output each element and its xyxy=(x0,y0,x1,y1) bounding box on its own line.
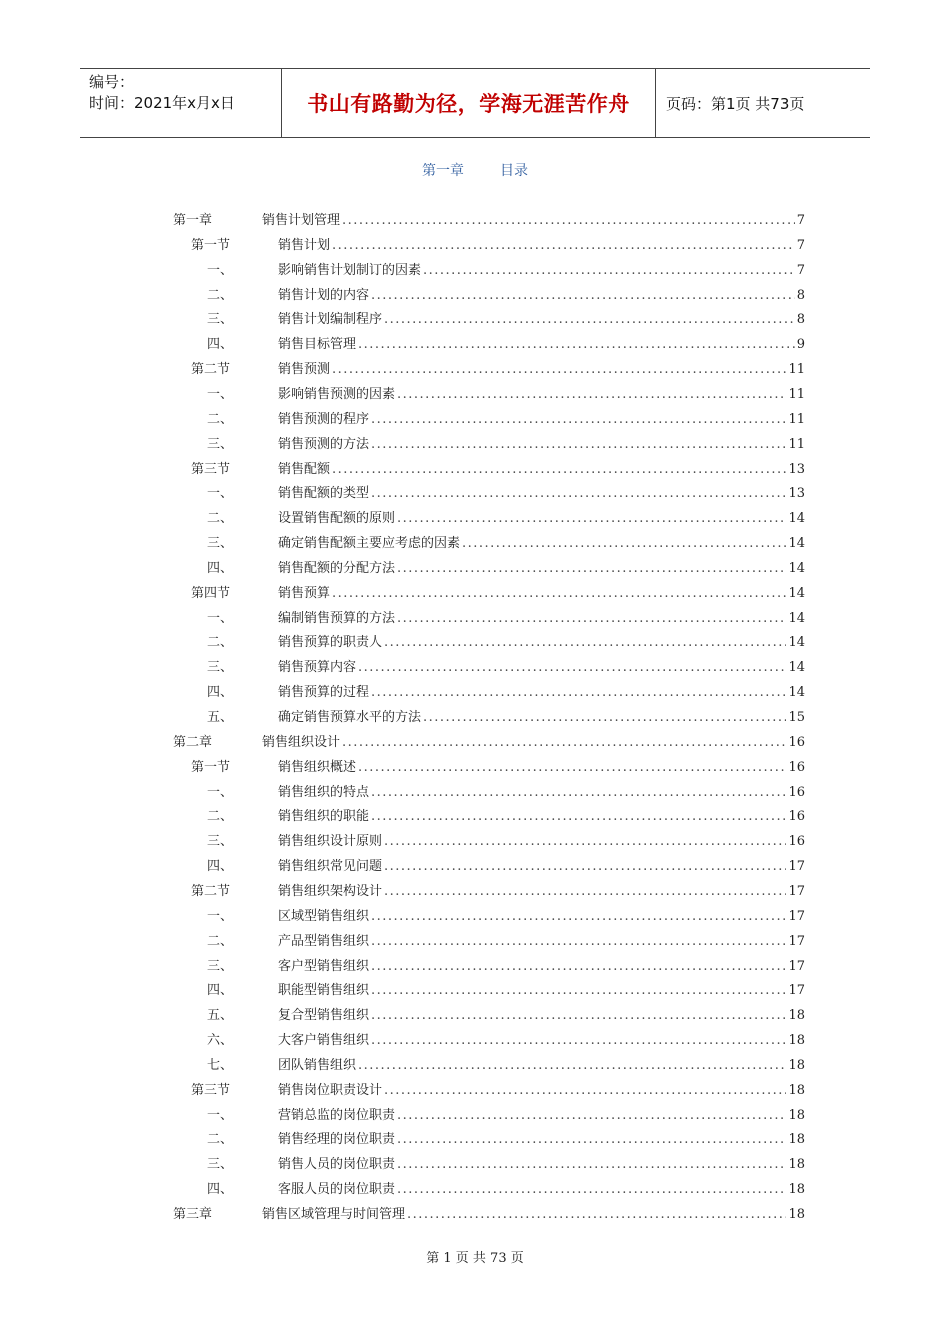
toc-entry-number: 四、 xyxy=(207,560,234,576)
toc-entry[interactable] xyxy=(207,632,805,654)
toc-entry-title: 销售预测 xyxy=(278,362,331,378)
toc-entry-title: 销售岗位职责设计 xyxy=(278,1082,383,1098)
toc-entry-number: 第四节 xyxy=(191,585,231,601)
toc-entry-title: 团队销售组织 xyxy=(278,1057,357,1073)
toc-entry-number: 一、 xyxy=(207,908,234,924)
toc-dot-leader xyxy=(384,1080,786,1102)
toc-dot-leader xyxy=(332,359,786,381)
toc-entry-number: 三、 xyxy=(207,312,234,328)
toc-entry[interactable] xyxy=(191,235,805,257)
toc-entry[interactable] xyxy=(207,508,805,530)
toc-entry-number: 第二章 xyxy=(173,734,213,750)
toc-entry[interactable] xyxy=(207,409,805,431)
toc-entry-page: 18 xyxy=(788,1057,805,1073)
toc-entry-page: 18 xyxy=(788,1157,805,1173)
toc-entry[interactable] xyxy=(191,583,805,605)
toc-dot-leader xyxy=(371,1005,786,1027)
toc-entry[interactable] xyxy=(173,732,805,754)
toc-entry[interactable] xyxy=(191,881,805,903)
toc-entry-title: 销售人员的岗位职责 xyxy=(278,1157,396,1173)
toc-entry-number: 一、 xyxy=(207,784,234,800)
toc-entry-page: 11 xyxy=(788,436,805,452)
toc-entry[interactable] xyxy=(207,657,805,679)
toc-dot-leader xyxy=(371,906,786,928)
toc-entry-number: 第一章 xyxy=(173,213,213,228)
toc-dot-leader xyxy=(423,260,795,282)
toc-entry-title: 设置销售配额的原则 xyxy=(278,511,396,527)
toc-entry-page: 18 xyxy=(788,1033,805,1049)
toc-entry[interactable] xyxy=(191,757,805,779)
toc-entry-number: 一、 xyxy=(207,1107,234,1123)
header-motto: 书山有路勤为径，学海无涯苦作舟 xyxy=(307,92,630,116)
toc-entry-title: 客户型销售组织 xyxy=(278,958,370,974)
toc-entry-page: 16 xyxy=(788,834,805,850)
toc-entry-page: 17 xyxy=(788,933,805,949)
toc-dot-leader xyxy=(384,881,786,903)
toc-heading xyxy=(0,160,950,180)
page-header xyxy=(80,68,870,138)
toc-dot-leader xyxy=(371,409,786,431)
toc-entry[interactable] xyxy=(207,682,805,704)
toc-dot-leader xyxy=(332,459,786,481)
toc-entry-number: 一、 xyxy=(207,386,234,402)
toc-entry-title: 销售组织常见问题 xyxy=(278,859,383,875)
toc-entry-page: 18 xyxy=(788,1107,805,1123)
toc-entry-number: 二、 xyxy=(207,635,234,651)
toc-entry-page: 18 xyxy=(788,1008,805,1024)
toc-entry[interactable] xyxy=(207,285,805,307)
toc-entry-title: 销售计划的内容 xyxy=(278,287,370,303)
toc-entry-page: 13 xyxy=(788,461,805,477)
toc-entry-title: 销售预算内容 xyxy=(278,660,357,676)
toc-entry-number: 六、 xyxy=(207,1033,234,1049)
page-footer: 第 1 页 共 73 页 xyxy=(426,1251,524,1266)
toc-entry-title: 编制销售预算的方法 xyxy=(278,610,396,626)
toc-dot-leader xyxy=(371,483,786,505)
toc-entry-title: 销售配额的分配方法 xyxy=(278,560,396,576)
toc-dot-leader xyxy=(371,1030,786,1052)
document-time-label: 时间：2021年x月x日 xyxy=(89,94,235,112)
toc-entry[interactable] xyxy=(173,1204,805,1226)
toc-dot-leader xyxy=(397,1179,786,1201)
toc-dot-leader xyxy=(397,508,786,530)
toc-entry-title: 销售组织的职能 xyxy=(278,809,370,825)
toc-entry-title: 销售区域管理与时间管理 xyxy=(262,1207,406,1222)
toc-dot-leader xyxy=(384,632,786,654)
toc-entry-title: 销售预算的职责人 xyxy=(278,635,383,651)
toc-heading-label: 目录 xyxy=(500,163,528,179)
toc-dot-leader xyxy=(462,533,786,555)
toc-entry-page: 8 xyxy=(796,287,805,303)
toc-entry-number: 二、 xyxy=(207,287,234,303)
toc-entry-number: 第一节 xyxy=(191,237,231,253)
toc-entry-page: 14 xyxy=(788,511,805,527)
toc-entry-page: 14 xyxy=(788,560,805,576)
toc-entry-title: 客服人员的岗位职责 xyxy=(278,1182,396,1198)
toc-entry-title: 销售配额的类型 xyxy=(278,486,370,502)
toc-entry-title: 销售组织概述 xyxy=(278,759,357,775)
toc-dot-leader xyxy=(384,831,786,853)
toc-entry-page: 16 xyxy=(788,734,805,750)
toc-entry-page: 13 xyxy=(788,486,805,502)
toc-entry-number: 五、 xyxy=(207,710,234,725)
toc-entry-page: 17 xyxy=(788,908,805,924)
toc-dot-leader xyxy=(397,1105,786,1127)
header-motto-cell xyxy=(282,69,656,137)
toc-entry-page: 18 xyxy=(788,1182,805,1198)
toc-heading-chapter: 第一章 xyxy=(422,163,464,179)
toc-dot-leader xyxy=(407,1204,786,1226)
toc-entry-title: 销售组织的特点 xyxy=(278,784,370,800)
toc-entry[interactable] xyxy=(207,707,805,729)
toc-entry-page: 14 xyxy=(788,610,805,626)
toc-entry-page: 17 xyxy=(788,859,805,875)
toc-entry-page: 14 xyxy=(788,685,805,701)
toc-dot-leader xyxy=(332,235,795,257)
toc-entry[interactable] xyxy=(207,483,805,505)
toc-entry-number: 第二节 xyxy=(191,883,231,899)
toc-dot-leader xyxy=(371,956,786,978)
toc-entry-number: 四、 xyxy=(207,1182,234,1198)
toc-entry-number: 二、 xyxy=(207,1132,234,1148)
toc-dot-leader xyxy=(371,434,786,456)
toc-entry[interactable] xyxy=(207,1105,805,1127)
toc-entry-number: 第二节 xyxy=(191,362,231,378)
toc-entry[interactable] xyxy=(207,906,805,928)
toc-entry-title: 销售计划 xyxy=(278,237,331,253)
toc-entry[interactable] xyxy=(207,1179,805,1201)
toc-entry[interactable] xyxy=(207,1055,805,1077)
toc-entry-title: 销售组织架构设计 xyxy=(278,883,383,899)
toc-entry-number: 三、 xyxy=(207,834,234,850)
toc-entry-number: 四、 xyxy=(207,337,234,353)
toc-entry[interactable] xyxy=(207,856,805,878)
toc-entry-page: 14 xyxy=(788,660,805,676)
toc-entry[interactable] xyxy=(207,782,805,804)
toc-entry-page: 16 xyxy=(788,759,805,775)
toc-entry-title: 确定销售预算水平的方法 xyxy=(278,710,422,725)
toc-entry[interactable] xyxy=(207,806,805,828)
toc-entry-title: 销售组织设计 xyxy=(262,734,341,750)
toc-entry[interactable] xyxy=(207,558,805,580)
toc-entry[interactable] xyxy=(207,931,805,953)
toc-dot-leader xyxy=(397,608,786,630)
header-page-info: 页码：第1页 共73页 xyxy=(666,94,805,113)
toc-entry[interactable] xyxy=(207,384,805,406)
toc-entry-number: 二、 xyxy=(207,511,234,527)
toc-entry[interactable] xyxy=(191,359,805,381)
toc-entry-number: 二、 xyxy=(207,411,234,427)
toc-entry-number: 一、 xyxy=(207,486,234,502)
toc-entry-page: 14 xyxy=(788,635,805,651)
toc-entry[interactable] xyxy=(173,210,805,232)
toc-entry-title: 影响销售预测的因素 xyxy=(278,386,396,402)
toc-entry-title: 销售预算 xyxy=(278,585,331,601)
toc-dot-leader xyxy=(371,980,786,1002)
toc-entry[interactable] xyxy=(207,1154,805,1176)
toc-dot-leader xyxy=(358,1055,786,1077)
toc-entry[interactable] xyxy=(207,956,805,978)
toc-entry[interactable] xyxy=(191,1080,805,1102)
toc-entry-number: 四、 xyxy=(207,859,234,875)
toc-entry-title: 销售计划管理 xyxy=(262,213,341,228)
toc-entry[interactable] xyxy=(207,831,805,853)
toc-dot-leader xyxy=(397,384,786,406)
toc-dot-leader xyxy=(358,657,786,679)
toc-entry-title: 销售经理的岗位职责 xyxy=(278,1132,396,1148)
toc-entry[interactable] xyxy=(207,1005,805,1027)
toc-entry[interactable] xyxy=(207,980,805,1002)
toc-entry[interactable] xyxy=(207,434,805,456)
toc-entry-number: 二、 xyxy=(207,809,234,825)
toc-entry[interactable] xyxy=(207,533,805,555)
toc-entry-number: 第三节 xyxy=(191,1082,231,1098)
toc-entry-title: 区域型销售组织 xyxy=(278,908,370,924)
toc-entry-number: 五、 xyxy=(207,1008,234,1024)
toc-entry-title: 销售预测的程序 xyxy=(278,411,370,427)
toc-entry-title: 复合型销售组织 xyxy=(278,1008,370,1024)
toc-entry-title: 职能型销售组织 xyxy=(278,983,370,999)
toc-entry-page: 8 xyxy=(796,312,805,328)
toc-entry-title: 大客户销售组织 xyxy=(278,1033,370,1049)
toc-dot-leader xyxy=(397,558,786,580)
toc-entry-number: 第一节 xyxy=(191,759,231,775)
toc-dot-leader xyxy=(371,782,786,804)
toc-entry-number: 第三节 xyxy=(191,461,231,477)
toc-entry-page: 17 xyxy=(788,883,805,899)
toc-entry-page: 14 xyxy=(788,536,805,552)
toc-entry-number: 一、 xyxy=(207,610,234,626)
toc-entry-number: 三、 xyxy=(207,536,234,552)
toc-entry-page: 7 xyxy=(796,262,805,278)
toc-entry-number: 三、 xyxy=(207,1157,234,1173)
toc-entry-number: 二、 xyxy=(207,933,234,949)
toc-entry-number: 三、 xyxy=(207,660,234,676)
toc-entry[interactable] xyxy=(207,1030,805,1052)
toc-entry-page: 15 xyxy=(788,710,805,725)
toc-entry-title: 产品型销售组织 xyxy=(278,933,370,949)
toc-entry[interactable] xyxy=(207,1129,805,1151)
toc-entry-title: 影响销售计划制订的因素 xyxy=(278,262,422,278)
toc-dot-leader xyxy=(342,210,795,232)
toc-dot-leader xyxy=(384,309,795,331)
toc-entry-page: 16 xyxy=(788,784,805,800)
toc-entry-page: 11 xyxy=(788,362,805,378)
toc-dot-leader xyxy=(384,856,786,878)
toc-entry-page: 14 xyxy=(788,585,805,601)
toc-dot-leader xyxy=(332,583,786,605)
toc-entry-number: 三、 xyxy=(207,436,234,452)
toc-entry[interactable] xyxy=(191,459,805,481)
toc-entry-page: 18 xyxy=(788,1207,805,1222)
toc-entry-number: 四、 xyxy=(207,983,234,999)
toc-entry-title: 销售预算的过程 xyxy=(278,685,370,701)
toc-dot-leader xyxy=(397,1129,786,1151)
toc-entry-page: 7 xyxy=(796,237,805,253)
toc-entry-title: 销售目标管理 xyxy=(278,337,357,353)
toc-entry-page: 18 xyxy=(788,1132,805,1148)
toc-entry-page: 9 xyxy=(796,337,805,353)
toc-dot-leader xyxy=(371,682,786,704)
toc-entry[interactable] xyxy=(207,260,805,282)
toc-entry-page: 17 xyxy=(788,983,805,999)
toc-entry-title: 营销总监的岗位职责 xyxy=(278,1107,396,1123)
toc-dot-leader xyxy=(371,285,795,307)
toc-entry-page: 17 xyxy=(788,958,805,974)
toc-entry-title: 销售计划编制程序 xyxy=(278,312,383,328)
toc-entry-page: 16 xyxy=(788,809,805,825)
toc-entry-page: 11 xyxy=(788,386,805,402)
toc-entry-number: 七、 xyxy=(207,1057,234,1073)
toc-entry[interactable] xyxy=(207,608,805,630)
toc-dot-leader xyxy=(423,707,786,729)
toc-dot-leader xyxy=(342,732,786,754)
toc-entry-title: 销售配额 xyxy=(278,461,331,477)
toc-entry-number: 第三章 xyxy=(173,1207,213,1222)
toc-entry-title: 确定销售配额主要应考虑的因素 xyxy=(278,536,461,552)
toc-entry[interactable] xyxy=(207,309,805,331)
toc-entry-number: 三、 xyxy=(207,958,234,974)
toc-entry-page: 18 xyxy=(788,1082,805,1098)
toc-entry[interactable] xyxy=(207,334,805,356)
toc-entry-number: 四、 xyxy=(207,685,234,701)
toc-dot-leader xyxy=(358,334,795,356)
header-meta xyxy=(80,69,282,137)
toc-entry-page: 7 xyxy=(796,213,805,228)
toc-dot-leader xyxy=(358,757,786,779)
toc-entry-title: 销售组织设计原则 xyxy=(278,834,383,850)
toc-dot-leader xyxy=(371,931,786,953)
toc-entry-number: 一、 xyxy=(207,262,234,278)
toc-entry-page: 11 xyxy=(788,411,805,427)
toc-dot-leader xyxy=(397,1154,786,1176)
toc-dot-leader xyxy=(371,806,786,828)
document-number-label: 编号： xyxy=(89,73,135,91)
toc-entry-title: 销售预测的方法 xyxy=(278,436,370,452)
